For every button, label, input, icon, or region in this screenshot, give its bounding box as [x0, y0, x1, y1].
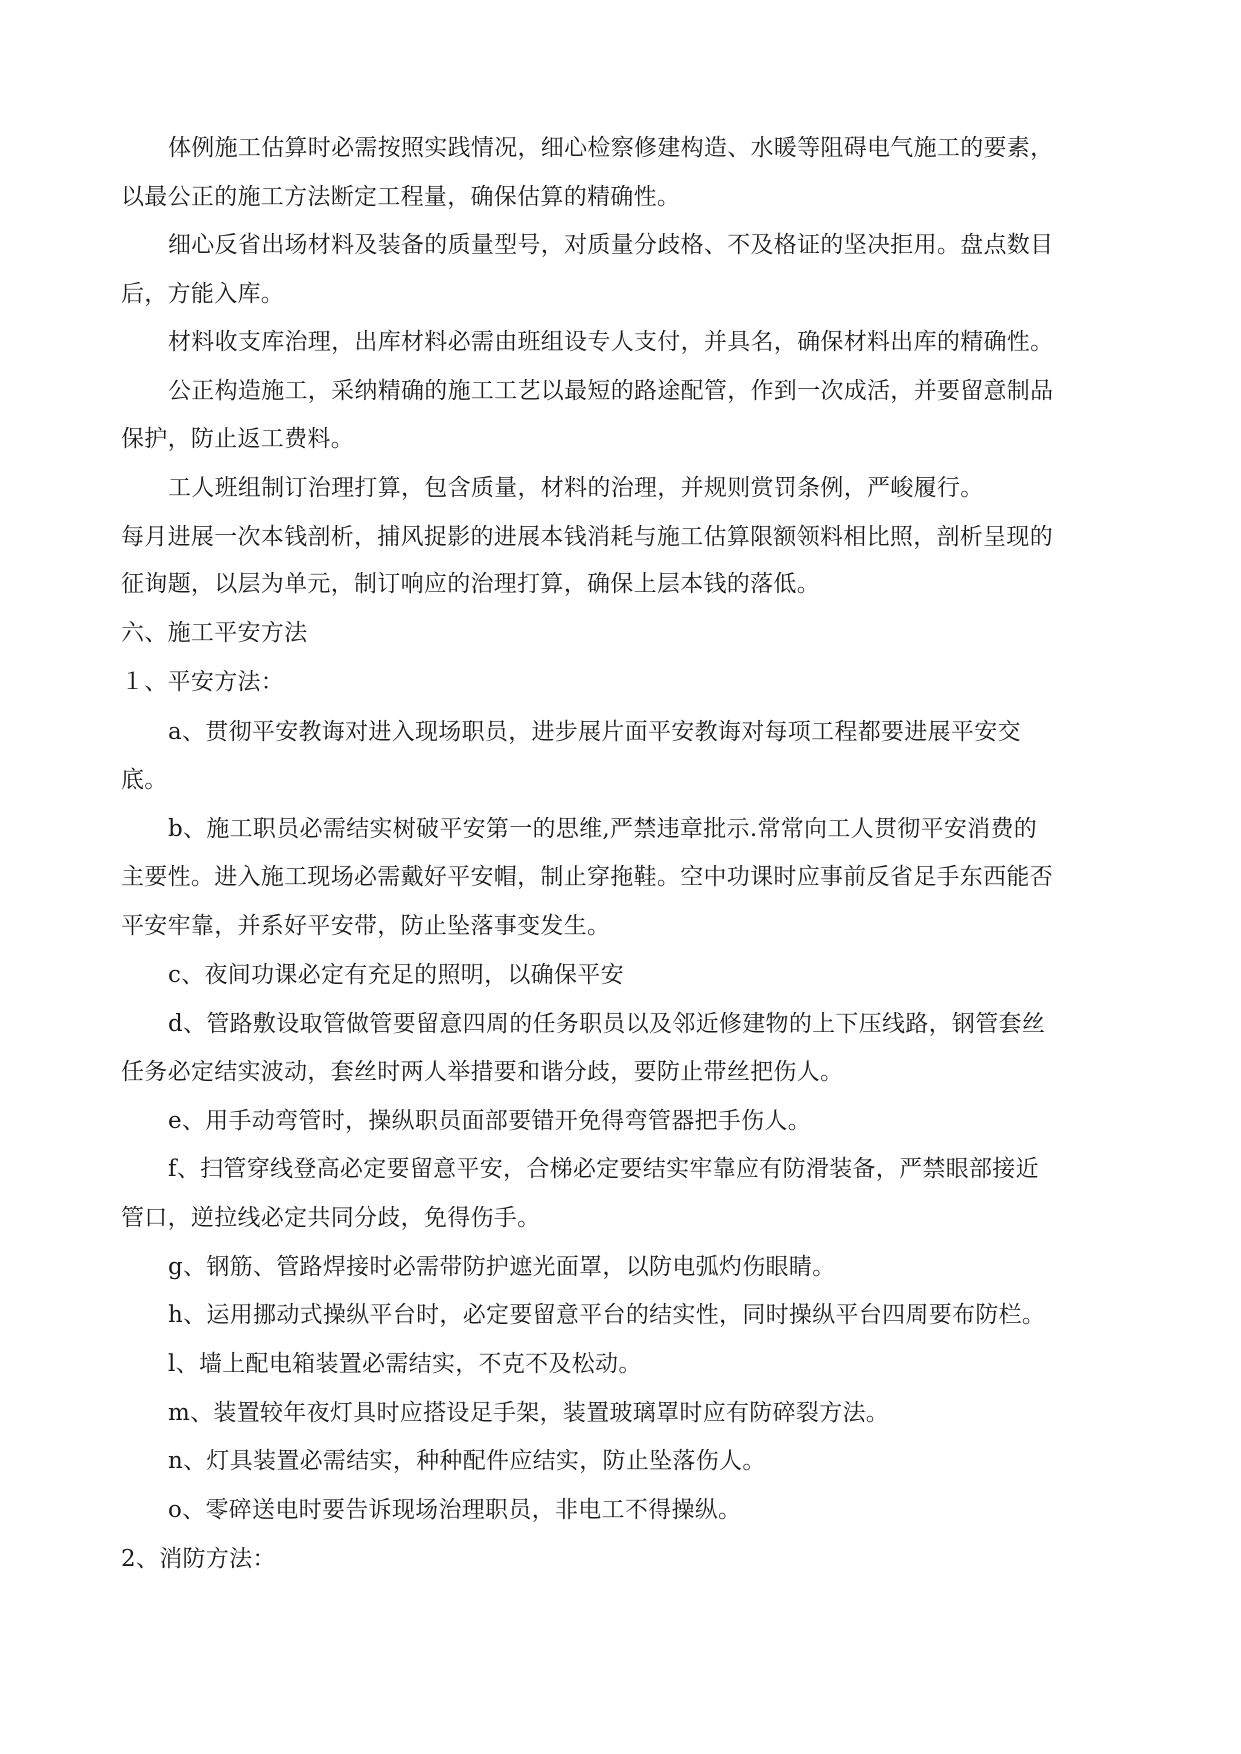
item-a-line-2: 底。 [121, 767, 168, 793]
paragraph-4-line-2: 保护，防止返工费料。 [121, 426, 354, 452]
item-o-line-1: o、零碎送电时要告诉现场治理职员，非电工不得操纵。 [168, 1497, 742, 1523]
paragraph-2-line-2: 后，方能入库。 [121, 281, 285, 307]
subheading-fire-protection-methods: 2、消防方法： [121, 1546, 276, 1572]
item-l-line-1: l、墙上配电箱装置必需结实，不克不及松动。 [168, 1351, 642, 1377]
section-heading-construction-safety: 六、施工平安方法 [121, 620, 308, 646]
item-f-line-1: f、扫管穿线登高必定要留意平安，合梯必定要结实牢靠应有防滑装备，严禁眼部接近 [168, 1156, 1039, 1182]
item-d-line-1: d、管路敷设取管做管要留意四周的任务职员以及邻近修建物的上下压线路，钢管套丝 [168, 1011, 1046, 1037]
item-h-line-1: h、运用挪动式操纵平台时，必定要留意平台的结实性，同时操纵平台四周要布防栏。 [168, 1302, 1046, 1328]
paragraph-6-line-2: 征询题，以层为单元，制订响应的治理打算，确保上层本钱的落低。 [121, 571, 820, 597]
item-g-line-1: g、钢筋、管路焊接时必需带防护遮光面罩，以防电弧灼伤眼睛。 [168, 1254, 836, 1280]
paragraph-6-line-1: 每月进展一次本钱剖析，捕风捉影的进展本钱消耗与施工估算限额领料相比照，剖析呈现的 [121, 524, 1053, 550]
item-b-line-3: 平安牢靠，并系好平安带，防止坠落事变发生。 [121, 913, 611, 939]
paragraph-2-line-1: 细心反省出场材料及装备的质量型号，对质量分歧格、不及格证的坚决拒用。盘点数目 [168, 232, 1054, 258]
paragraph-3-line-1: 材料收支库治理，出库材料必需由班组设专人支付，并具名，确保材料出库的精确性。 [168, 329, 1054, 355]
paragraph-5-line-1: 工人班组制订治理打算，包含质量，材料的治理，并规则赏罚条例，严峻履行。 [168, 475, 984, 501]
item-c-line-1: c、夜间功课必定有充足的照明，以确保平安 [168, 962, 624, 988]
item-e-line-1: e、用手动弯管时，操纵职员面部要错开免得弯管器把手伤人。 [168, 1108, 812, 1134]
item-d-line-2: 任务必定结实波动，套丝时两人举措要和谐分歧，要防止带丝把伤人。 [121, 1059, 844, 1085]
item-n-line-1: n、灯具装置必需结实，种种配件应结实，防止坠落伤人。 [168, 1448, 766, 1474]
item-m-line-1: m、装置较年夜灯具时应搭设足手架，装置玻璃罩时应有防碎裂方法。 [168, 1400, 890, 1426]
item-f-line-2: 管口，逆拉线必定共同分歧，免得伤手。 [121, 1205, 541, 1231]
item-a-line-1: a、贯彻平安教诲对进入现场职员，进步展片面平安教诲对每项工程都要进展平安交 [168, 719, 1021, 745]
paragraph-4-line-1: 公正构造施工，采纳精确的施工工艺以最短的路途配管，作到一次成活，并要留意制品 [168, 378, 1054, 404]
item-b-line-1: b、施工职员必需结实树破平安第一的思维,严禁违章批示.常常向工人贯彻平安消费的 [168, 816, 1038, 842]
paragraph-1-line-2: 以最公正的施工方法断定工程量，确保估算的精确性。 [121, 184, 681, 210]
item-b-line-2: 主要性。进入施工现场必需戴好平安帽，制止穿拖鞋。空中功课时应事前反省足手东西能否 [121, 864, 1053, 890]
paragraph-1-line-1: 体例施工估算时必需按照实践情况，细心检察修建构造、水暖等阻碍电气施工的要素， [168, 135, 1054, 161]
subheading-safety-methods: １、平安方法： [121, 669, 285, 695]
